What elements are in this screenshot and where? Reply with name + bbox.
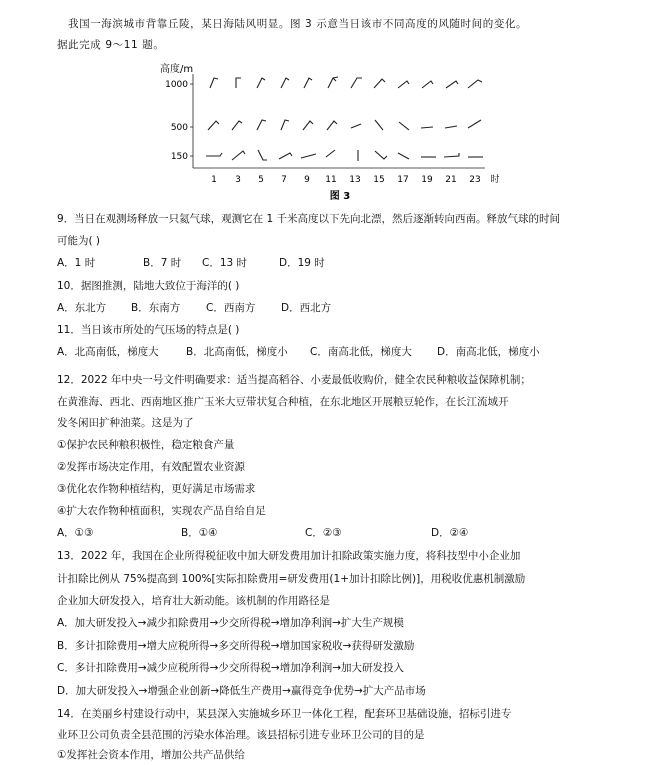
q12-option-a: A．①③: [57, 527, 94, 539]
q12-option-b: B．①④: [181, 527, 218, 539]
q13-option-a: A．加大研发投入→减少扣除费用→少交所得税→增加净利润→扩大生产规模: [57, 617, 404, 629]
q13-option-c: C．多计扣除费用→减少应税所得→少交所得税→增加净利润→加大研发投入: [57, 662, 405, 674]
x-tick: 11: [325, 175, 337, 185]
y-tick-150: 150: [170, 152, 188, 162]
intro-line-2: 据此完成 9～11 题。: [57, 39, 165, 51]
q11-option-a: A．北高南低，梯度大: [57, 346, 159, 358]
figure-caption: 图 3: [329, 191, 351, 202]
q12-statement-4: ④扩大农作物种植面积，实现农产品自给自足: [57, 505, 266, 517]
q13-stem-1: 13．2022 年，我国在企业所得税征收中加大研发费用加计扣除政策实施力度，将科技型中小企业加: [57, 550, 521, 562]
q10-option-c: C．西南方: [206, 302, 256, 314]
q9-stem-2: 可能为( ): [57, 235, 101, 247]
q9-option-b: B．7 时: [143, 257, 182, 269]
q12-statement-1: ①保护农民种粮积极性，稳定粮食产量: [57, 439, 235, 451]
x-tick: 9: [304, 175, 310, 185]
q14-stem-2: 业环卫公司负责全县范围的污染水体治理。该县招标引进专业环卫公司的目的是: [57, 729, 425, 741]
x-tick: 7: [281, 175, 287, 185]
x-tick: 21: [445, 175, 457, 185]
y-tick-500: 500: [170, 123, 188, 133]
q12-stem-2: 在黄淮海、西北、西南地区推广玉米大豆带状复合种植，在东北地区开展粮豆轮作，在长江流域开: [57, 396, 509, 408]
intro-line-1: 我国一海滨城市背靠丘陵，某日海陆风明显。图 3 示意当日该市不同高度的风随时间的变化。: [68, 18, 528, 30]
q9-option-c: C．13 时: [202, 257, 248, 269]
q10-stem: 10．据图推测，陆地大致位于海洋的( ): [57, 280, 240, 292]
barbs-1000: [210, 77, 482, 88]
x-unit: 时: [490, 175, 500, 185]
q11-option-d: D．南高北低，梯度小: [437, 346, 540, 358]
barbs-500: [208, 120, 481, 130]
q12-stem-1: 12．2022 年中央一号文件明确要求：适当提高稻谷、小麦最低收购价，健全农民种粮收益保障机制；: [57, 374, 531, 386]
q10-option-a: A．东北方: [57, 302, 107, 314]
q12-statement-2: ②发挥市场决定作用，有效配置农业资源: [57, 461, 245, 473]
x-tick: 5: [258, 175, 264, 185]
q11-option-c: C．南高北低，梯度大: [310, 346, 412, 358]
y-tick-1000: 1000: [165, 80, 188, 90]
q14-stem-1: 14．在美丽乡村建设行动中，某县深入实施城乡环卫一体化工程，配套环卫基础设施，招标引进专: [57, 708, 512, 720]
q12-option-c: C．②③: [305, 527, 342, 539]
x-tick: 17: [397, 175, 409, 185]
q9-option-a: A．1 时: [57, 257, 96, 269]
q12-statement-3: ③优化农作物种植结构，更好满足市场需求: [57, 483, 256, 495]
q11-option-b: B．北高南低，梯度小: [186, 346, 288, 358]
q13-stem-2: 计扣除比例从 75%提高到 100%[实际扣除费用=研发费用(1+加计扣除比例)]，用税收优惠机制激励: [57, 573, 526, 585]
q9-option-d: D．19 时: [279, 257, 325, 269]
q12-option-d: D．②④: [431, 527, 469, 539]
q13-option-d: D．加大研发投入→增强企业创新→降低生产费用→赢得竞争优势→扩大产品市场: [57, 685, 426, 697]
x-tick: 1: [211, 175, 217, 185]
x-tick: 3: [235, 175, 241, 185]
q13-stem-3: 企业加大研发投入，培育壮大新动能。该机制的作用路径是: [57, 595, 330, 607]
wind-barb-figure: [150, 60, 510, 205]
q13-option-b: B．多计扣除费用→增大应税所得→多交所得税→增加国家税收→获得研发激励: [57, 640, 415, 652]
q12-stem-3: 发冬闲田扩种油菜。这是为了: [57, 417, 194, 429]
barbs-150: [206, 150, 483, 161]
x-tick: 23: [469, 175, 481, 185]
q9-stem-1: 9．当日在观测场释放一只氦气球，观测它在 1 千米高度以下先向北漂，然后逐渐转向西南。释放气球的时间: [57, 213, 561, 225]
y-axis-label: 高度/m: [160, 64, 194, 75]
q14-statement-1: ①发挥社会资本作用，增加公共产品供给: [57, 749, 245, 761]
q10-option-b: B．东南方: [131, 302, 181, 314]
q10-option-d: D．西北方: [281, 302, 332, 314]
x-tick: 15: [373, 175, 385, 185]
x-tick: 19: [421, 175, 433, 185]
q11-stem: 11．当日该市所处的气压场的特点是( ): [57, 324, 240, 336]
x-tick: 13: [349, 175, 361, 185]
